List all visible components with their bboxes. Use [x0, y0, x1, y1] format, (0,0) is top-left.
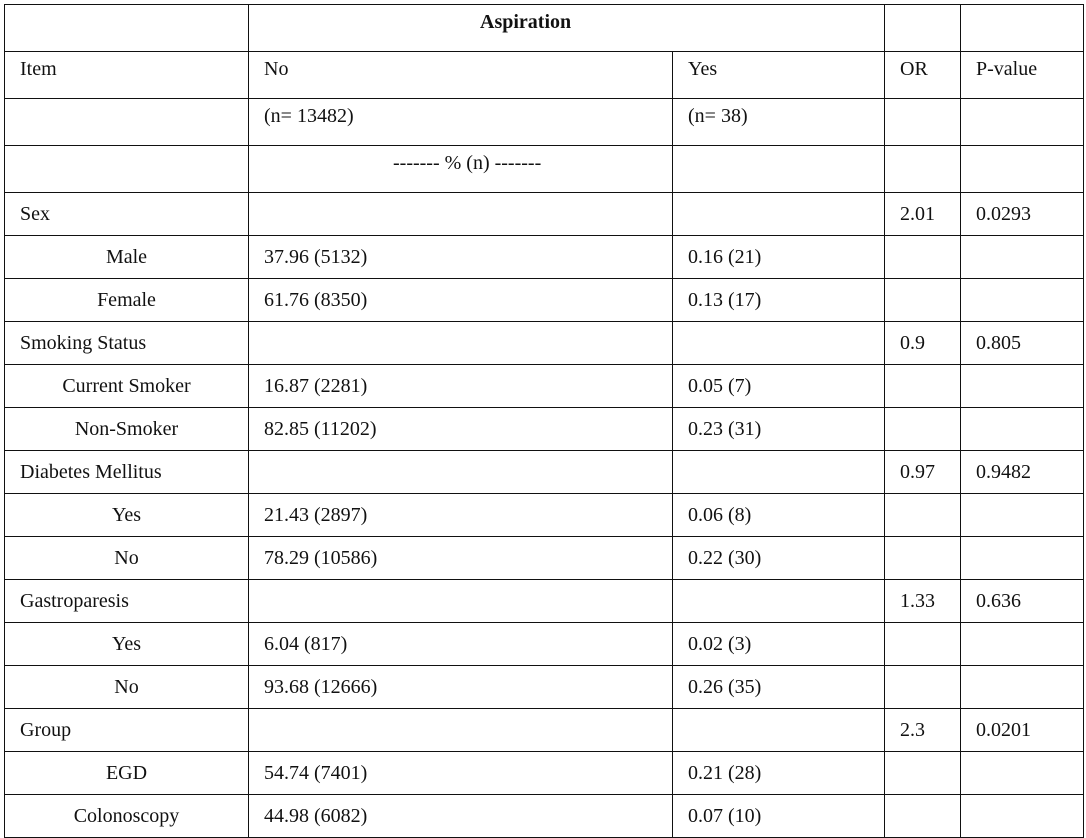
p-value [961, 279, 1084, 322]
yes-value: 0.13 (17) [673, 279, 885, 322]
table-row [5, 709, 1084, 752]
table-row [5, 322, 1084, 365]
yes-value: 0.07 (10) [673, 795, 885, 838]
empty-cell [5, 146, 249, 193]
empty-cell [961, 5, 1084, 52]
subcategory-label: EGD [5, 752, 249, 795]
p-value: 0.636 [961, 580, 1084, 623]
table-row [5, 365, 1084, 408]
table-row [5, 666, 1084, 709]
or-value [885, 494, 961, 537]
n-no: (n= 13482) [249, 99, 673, 146]
no-value: 16.87 (2281) [249, 365, 673, 408]
yes-value [673, 451, 885, 494]
col-or-header: OR [885, 52, 961, 99]
sample-size-row [5, 99, 1084, 146]
no-value: 37.96 (5132) [249, 236, 673, 279]
or-value: 1.33 [885, 580, 961, 623]
no-value: 21.43 (2897) [249, 494, 673, 537]
or-value [885, 752, 961, 795]
no-value: 93.68 (12666) [249, 666, 673, 709]
no-value: 54.74 (7401) [249, 752, 673, 795]
or-value: 2.3 [885, 709, 961, 752]
units-label: ------- % (n) ------- [249, 146, 673, 193]
subcategory-label: No [5, 537, 249, 580]
category-label: Group [5, 709, 249, 752]
yes-value: 0.23 (31) [673, 408, 885, 451]
no-value [249, 709, 673, 752]
p-value: 0.9482 [961, 451, 1084, 494]
yes-value [673, 709, 885, 752]
no-value: 61.76 (8350) [249, 279, 673, 322]
header-group-row [5, 5, 1084, 52]
yes-value [673, 322, 885, 365]
table-row [5, 752, 1084, 795]
no-value [249, 580, 673, 623]
empty-cell [885, 99, 961, 146]
or-value [885, 666, 961, 709]
subcategory-label: Yes [5, 494, 249, 537]
no-value [249, 193, 673, 236]
yes-value [673, 580, 885, 623]
table-row [5, 580, 1084, 623]
or-value [885, 365, 961, 408]
or-value: 0.9 [885, 322, 961, 365]
subcategory-label: Non-Smoker [5, 408, 249, 451]
subcategory-label: Male [5, 236, 249, 279]
or-value [885, 537, 961, 580]
yes-value: 0.02 (3) [673, 623, 885, 666]
empty-cell [673, 146, 885, 193]
yes-value: 0.21 (28) [673, 752, 885, 795]
p-value [961, 408, 1084, 451]
p-value [961, 494, 1084, 537]
empty-cell [885, 146, 961, 193]
or-value [885, 795, 961, 838]
yes-value: 0.05 (7) [673, 365, 885, 408]
or-value [885, 408, 961, 451]
table-row [5, 236, 1084, 279]
subcategory-label: Yes [5, 623, 249, 666]
p-value [961, 795, 1084, 838]
table-row [5, 623, 1084, 666]
table-row [5, 537, 1084, 580]
aspiration-table [4, 4, 1084, 838]
n-yes: (n= 38) [673, 99, 885, 146]
category-label: Gastroparesis [5, 580, 249, 623]
category-label: Diabetes Mellitus [5, 451, 249, 494]
table-row [5, 279, 1084, 322]
no-value: 78.29 (10586) [249, 537, 673, 580]
subcategory-label: Colonoscopy [5, 795, 249, 838]
category-label: Sex [5, 193, 249, 236]
no-value: 6.04 (817) [249, 623, 673, 666]
col-yes-header: Yes [673, 52, 885, 99]
table-row [5, 193, 1084, 236]
col-no-header: No [249, 52, 673, 99]
category-label: Smoking Status [5, 322, 249, 365]
aspiration-group-header: Aspiration [249, 5, 885, 52]
empty-cell [5, 5, 249, 52]
table-row [5, 451, 1084, 494]
or-value [885, 623, 961, 666]
header-columns-row [5, 52, 1084, 99]
empty-cell [5, 99, 249, 146]
p-value [961, 537, 1084, 580]
subcategory-label: No [5, 666, 249, 709]
or-value: 2.01 [885, 193, 961, 236]
or-value: 0.97 [885, 451, 961, 494]
p-value: 0.0293 [961, 193, 1084, 236]
p-value [961, 752, 1084, 795]
no-value: 44.98 (6082) [249, 795, 673, 838]
table-row [5, 795, 1084, 838]
col-item-header: Item [5, 52, 249, 99]
subcategory-label: Current Smoker [5, 365, 249, 408]
p-value [961, 666, 1084, 709]
or-value [885, 236, 961, 279]
yes-value: 0.06 (8) [673, 494, 885, 537]
empty-cell [961, 146, 1084, 193]
no-value [249, 451, 673, 494]
table-row [5, 494, 1084, 537]
subcategory-label: Female [5, 279, 249, 322]
units-row [5, 146, 1084, 193]
yes-value: 0.16 (21) [673, 236, 885, 279]
p-value [961, 236, 1084, 279]
no-value [249, 322, 673, 365]
or-value [885, 279, 961, 322]
col-p-header: P-value [961, 52, 1084, 99]
table-row [5, 408, 1084, 451]
p-value [961, 623, 1084, 666]
p-value: 0.0201 [961, 709, 1084, 752]
no-value: 82.85 (11202) [249, 408, 673, 451]
p-value: 0.805 [961, 322, 1084, 365]
empty-cell [885, 5, 961, 52]
empty-cell [961, 99, 1084, 146]
yes-value: 0.22 (30) [673, 537, 885, 580]
yes-value [673, 193, 885, 236]
yes-value: 0.26 (35) [673, 666, 885, 709]
p-value [961, 365, 1084, 408]
